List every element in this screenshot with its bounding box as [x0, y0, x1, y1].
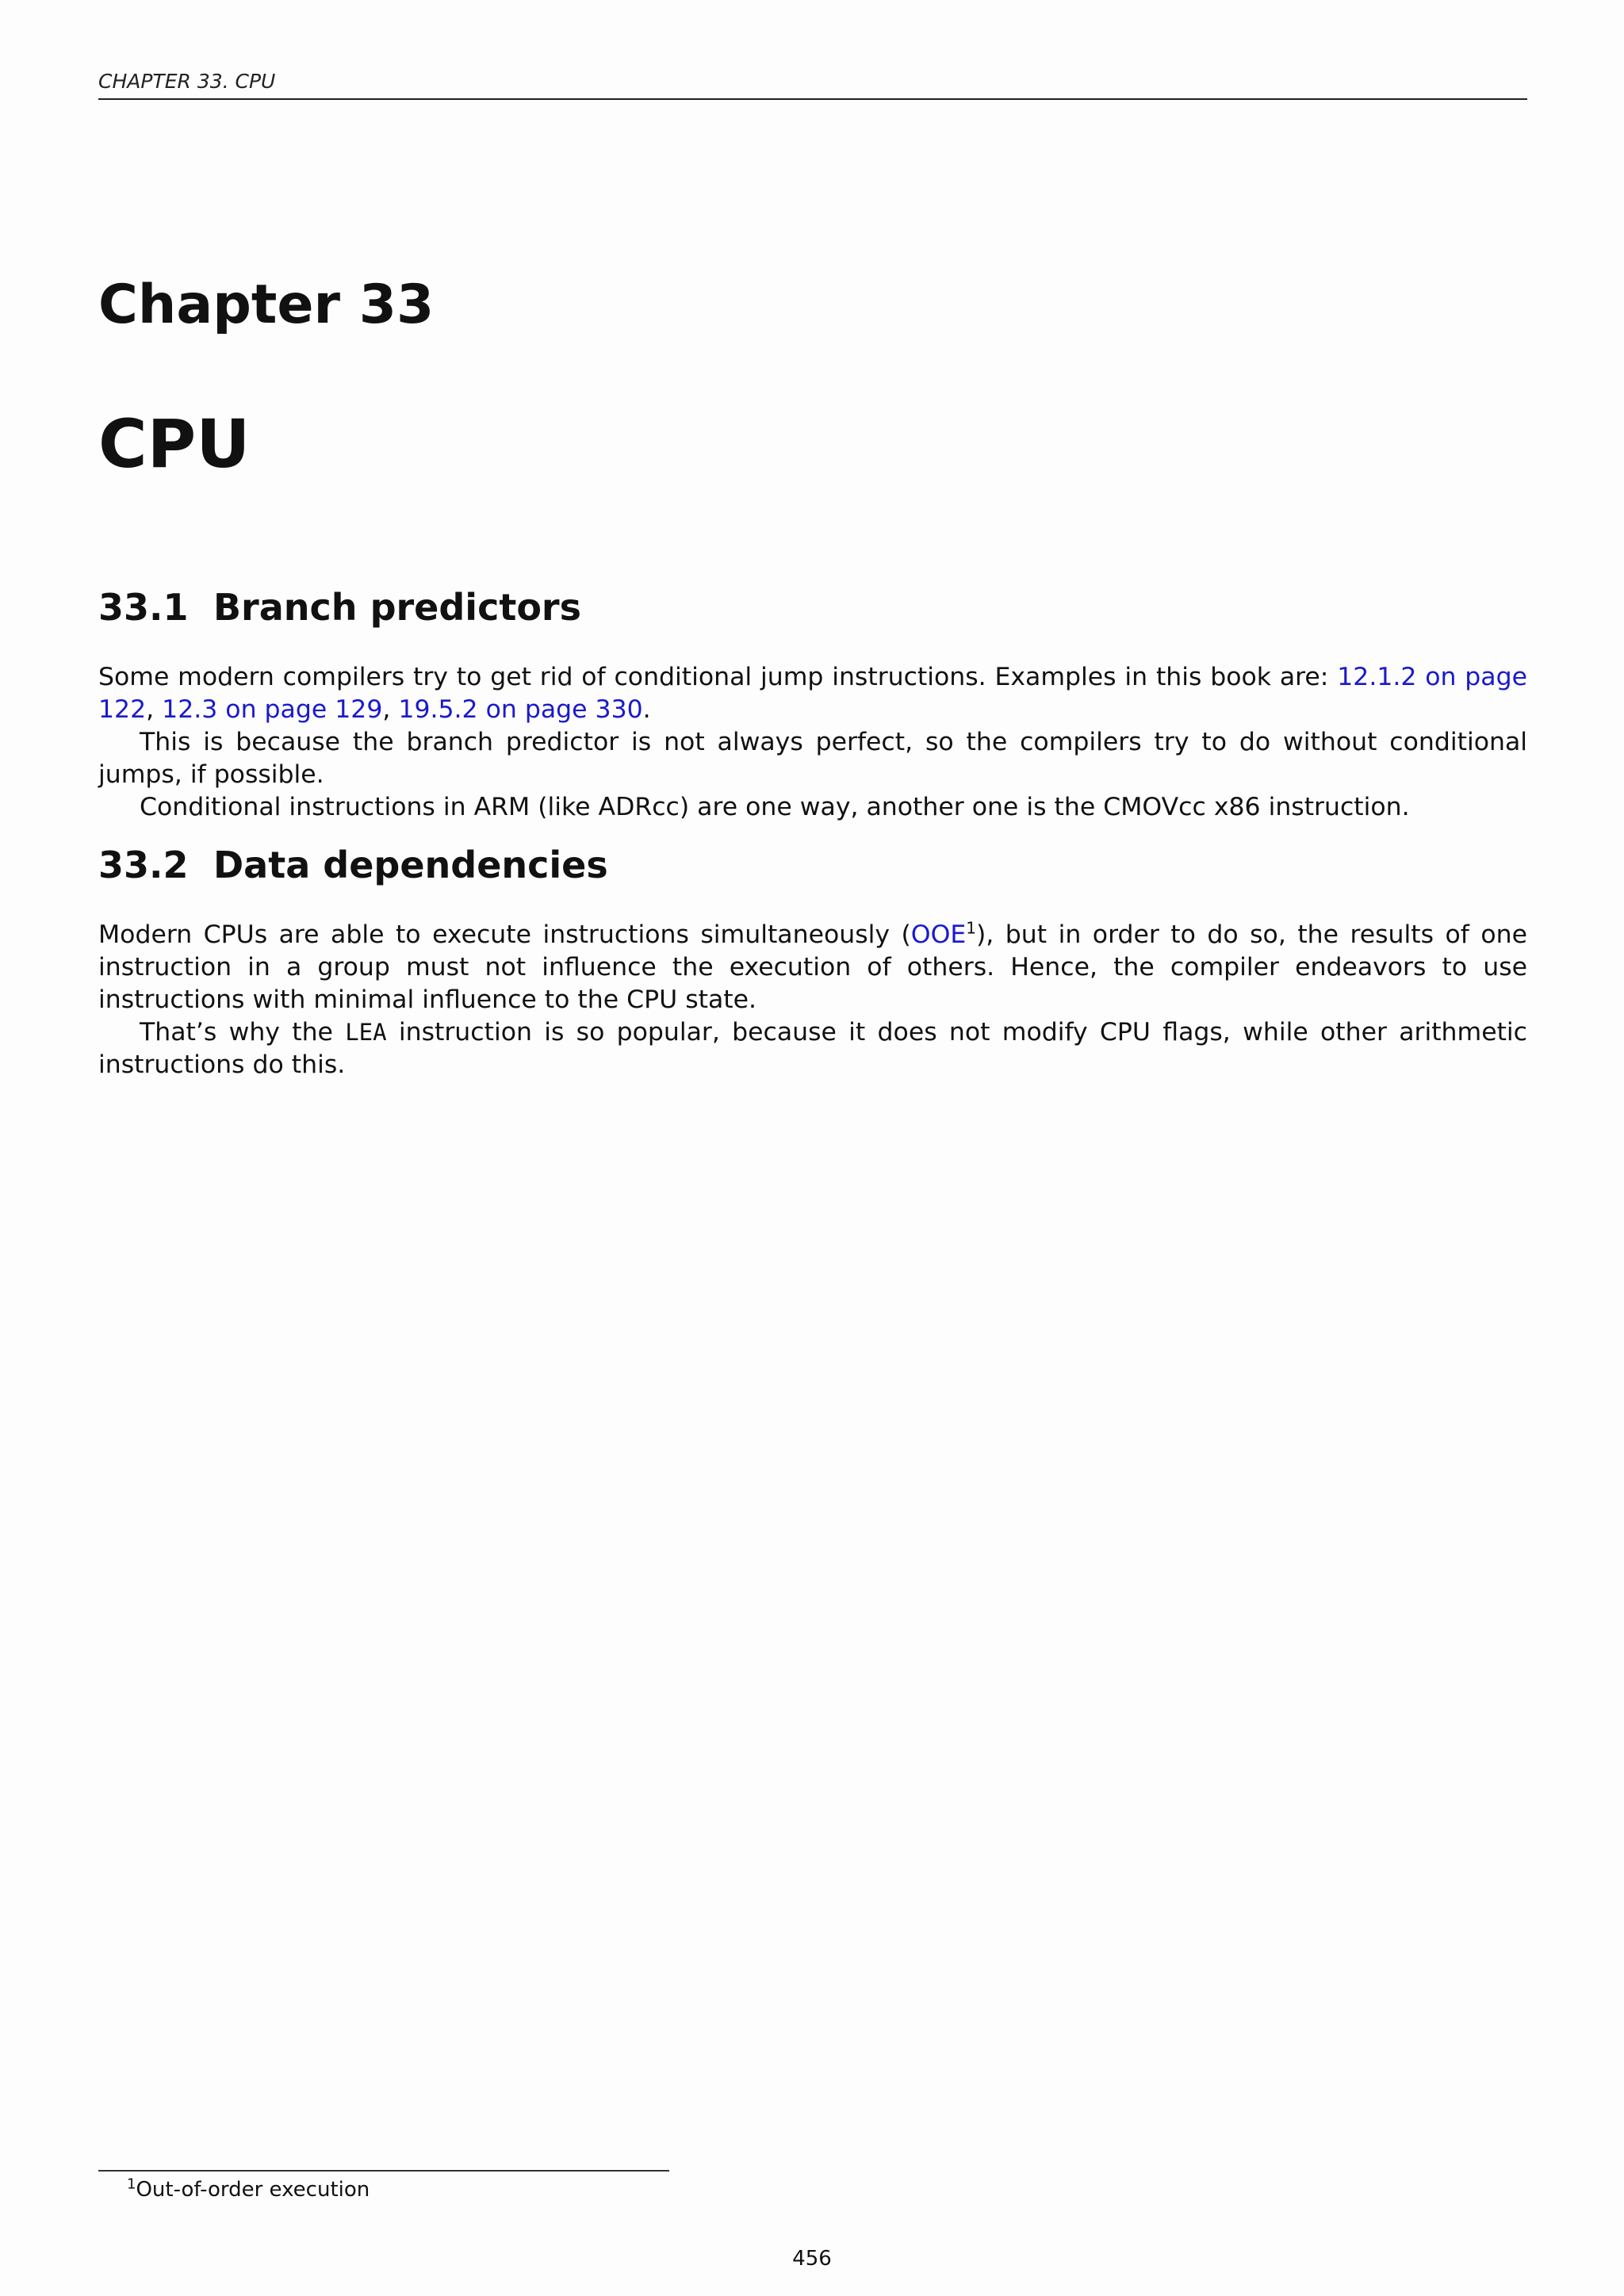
paragraph [98, 791, 1527, 824]
footnote-rule [98, 2170, 669, 2172]
footnote-number: 1 [127, 2175, 136, 2193]
cross-reference-link[interactable]: 12.3 on page 129 [162, 695, 383, 724]
glossary-link-ooe[interactable]: OOE [910, 920, 967, 949]
section-title: Branch predictors [213, 586, 581, 629]
chapter-label: Chapter 33 [98, 274, 435, 336]
paragraph-text: Conditional instructions in ARM (like [140, 793, 599, 821]
inline-code: ADRcc [598, 793, 680, 821]
footnote-marker[interactable]: 1 [966, 918, 977, 938]
chapter-title: CPU [98, 405, 251, 483]
section-body-branch-predictors [98, 661, 1527, 824]
inline-code: CMOVcc [1103, 793, 1206, 821]
section-number: 33.1 [98, 586, 189, 629]
paragraph-text: instruction is so popular, because it does not modify CPU flags, while other arithmetic instructions do this. [98, 1018, 1528, 1079]
paragraph-text: x86 instruction. [1205, 793, 1410, 821]
cross-reference-link[interactable]: 19.5.2 on page 330 [398, 695, 643, 724]
footnote-text: Out-of-order execution [136, 2178, 370, 2202]
section-heading-data-dependencies [98, 843, 608, 887]
running-header: CHAPTER 33. CPU [98, 70, 1527, 100]
paragraph-text: Modern CPUs are able to execute instructions simultaneously ( [98, 920, 911, 949]
sentence-end: . [642, 695, 651, 724]
paragraph-text: That’s why the [140, 1018, 346, 1047]
footnote [127, 2176, 370, 2203]
paragraph [98, 661, 1527, 726]
page-number: 456 [792, 2247, 832, 2271]
inline-code: LEA [345, 1019, 387, 1046]
section-heading-branch-predictors [98, 585, 581, 629]
section-number: 33.2 [98, 844, 189, 886]
section-title: Data dependencies [213, 844, 608, 886]
paragraph [98, 919, 1527, 1016]
separator: , [146, 695, 163, 724]
section-body-data-dependencies [98, 919, 1527, 1081]
paragraph-text: ), but in order to do so, the results of one instruction in a group must not influence the execution of others. Hence, the compiler endeavors to use instructions with minimal influence to the CPU state. [98, 920, 1527, 1014]
separator: , [382, 695, 399, 724]
paragraph [98, 1016, 1527, 1081]
paragraph-text: Some modern compilers try to get rid of conditional jump instructions. Examples in this book are: [98, 663, 1338, 691]
cross-reference-link[interactable]: 12.1.2 on page 122 [98, 663, 1527, 724]
paragraph-text: ) are one way, another one is the [679, 793, 1104, 821]
paragraph: This is because the branch predictor is not always perfect, so the compilers try to do without conditional jumps, if possible. [98, 728, 1527, 789]
